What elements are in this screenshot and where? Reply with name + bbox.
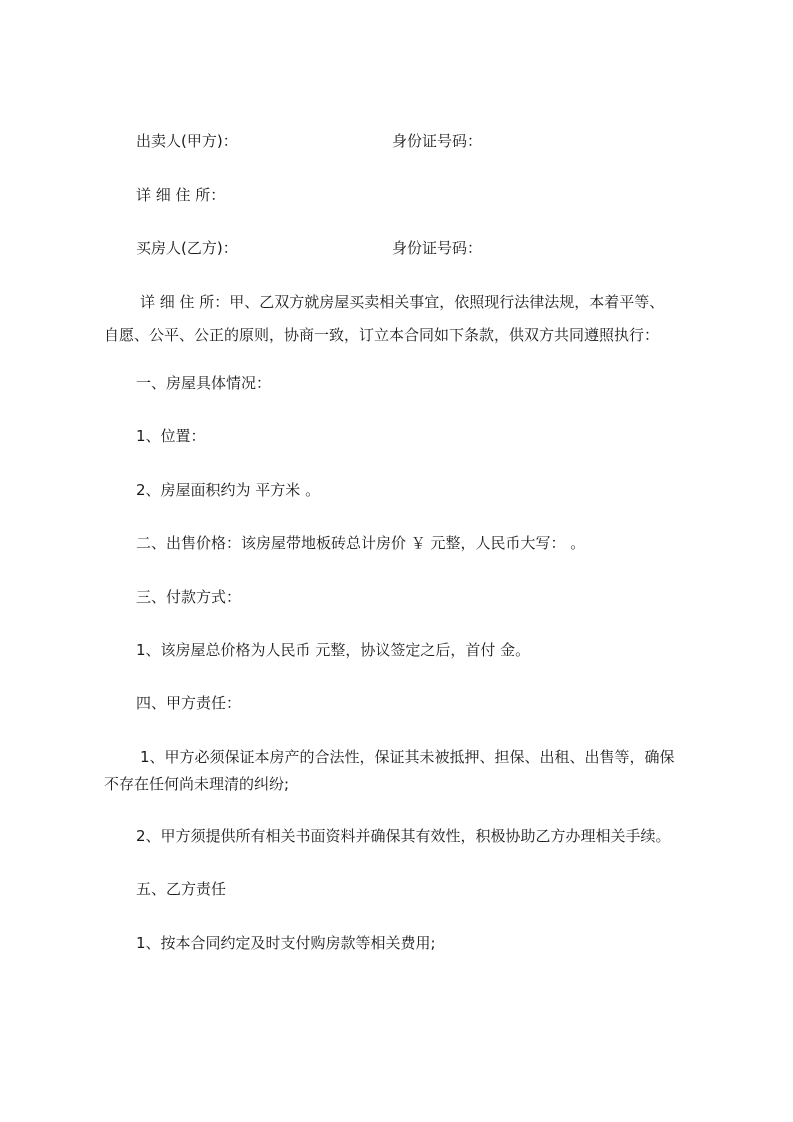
seller-label: 出卖人(甲方)：	[136, 132, 238, 150]
section-5-title: 五、乙方责任	[136, 880, 227, 898]
section-1-item-2: 2、房屋面积约为 平方米 。	[136, 481, 321, 499]
section-3-item-1: 1、该房屋总价格为人民币 元整，协议签定之后，首付 金。	[136, 641, 531, 659]
buyer-id-label: 身份证号码：	[392, 239, 483, 257]
buyer-label: 买房人(乙方)：	[136, 239, 238, 257]
section-2-price: 二、出售价格：该房屋带地板砖总计房价 ￥ 元整，人民币大写： 。	[136, 534, 586, 552]
section-5-item-1: 1、按本合同约定及时支付购房款等相关费用;	[136, 934, 436, 952]
seller-id-label: 身份证号码：	[392, 132, 483, 150]
preamble-line-1: 详 细 住 所：甲、乙双方就房屋买卖相关事宜，依照现行法律法规，本着平等、	[140, 293, 665, 311]
section-1-item-1: 1、位置：	[136, 427, 206, 445]
section-1-title: 一、房屋具体情况：	[136, 374, 272, 392]
section-3-title: 三、付款方式：	[136, 588, 242, 606]
section-4-item-2: 2、甲方须提供所有相关书面资料并确保其有效性，积极协助乙方办理相关手续。	[136, 827, 671, 845]
seller-address-label: 详 细 住 所：	[136, 186, 226, 204]
preamble-line-2: 自愿、公平、公正的原则，协商一致，订立本合同如下条款，供双方共同遵照执行：	[104, 326, 660, 344]
section-4-item-1-line-2: 不存在任何尚未理清的纠纷;	[104, 775, 290, 793]
section-4-item-1-line-1: 1、甲方必须保证本房产的合法性，保证其未被抵押、担保、出租、出售等，确保	[140, 748, 675, 766]
section-4-title: 四、甲方责任：	[136, 694, 242, 712]
